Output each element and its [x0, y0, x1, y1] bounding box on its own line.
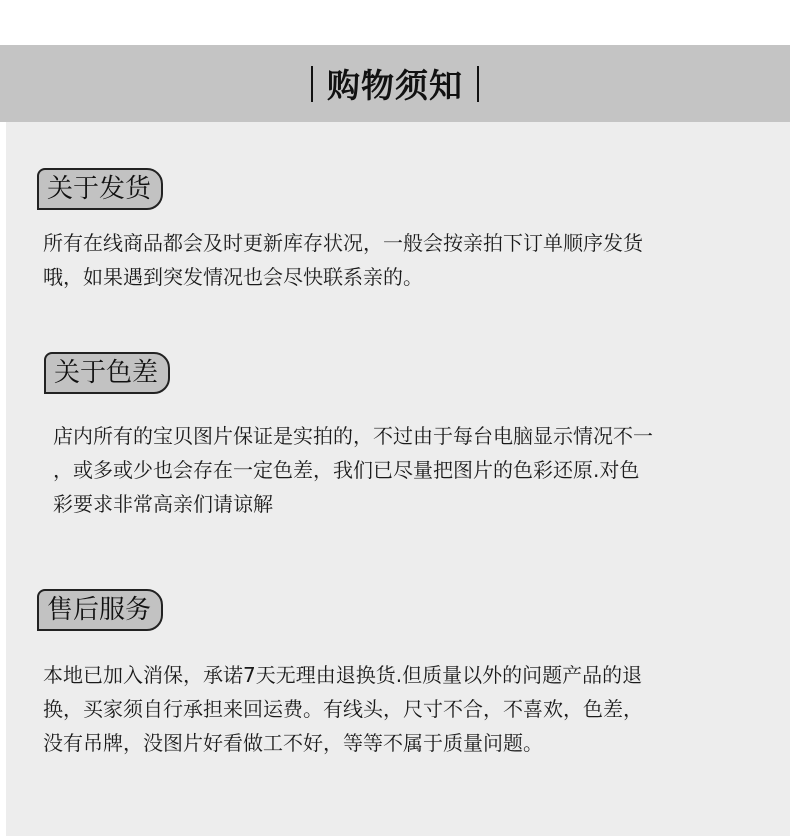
text-line: 店内所有的宝贝图片保证是实拍的，不过由于每台电脑显示情况不一 [53, 424, 653, 448]
section-title-color-difference: 关于色差 [44, 352, 170, 394]
notice-content [6, 122, 790, 836]
section-title-after-sales: 售后服务 [37, 589, 163, 631]
page-title: 购物须知 [327, 66, 463, 105]
text-line: ，或多或少也会存在一定色差，我们已尽量把图片的色彩还原.对色 [53, 458, 640, 482]
text-line: 彩要求非常高亲们请谅解 [53, 492, 273, 516]
text-line: 换，买家须自行承担来回运费。有线头，尺寸不合，不喜欢，色差， [43, 697, 643, 721]
section-text-after-sales [43, 658, 643, 760]
text-line: 哦，如果遇到突发情况也会尽快联系亲的。 [43, 265, 423, 289]
section-text-color-difference [53, 419, 653, 521]
section-title-shipping: 关于发货 [37, 168, 163, 210]
header-bar [0, 45, 790, 122]
text-line: 没有吊牌，没图片好看做工不好，等等不属于质量问题。 [43, 731, 543, 755]
text-line: 本地已加入消保，承诺7天无理由退换货.但质量以外的问题产品的退 [43, 663, 643, 687]
section-text-shipping [43, 226, 643, 294]
page-title-wrap [0, 45, 790, 122]
title-right-divider [477, 66, 479, 102]
title-left-divider [311, 66, 313, 102]
text-line: 所有在线商品都会及时更新库存状况，一般会按亲拍下订单顺序发货 [43, 231, 643, 255]
